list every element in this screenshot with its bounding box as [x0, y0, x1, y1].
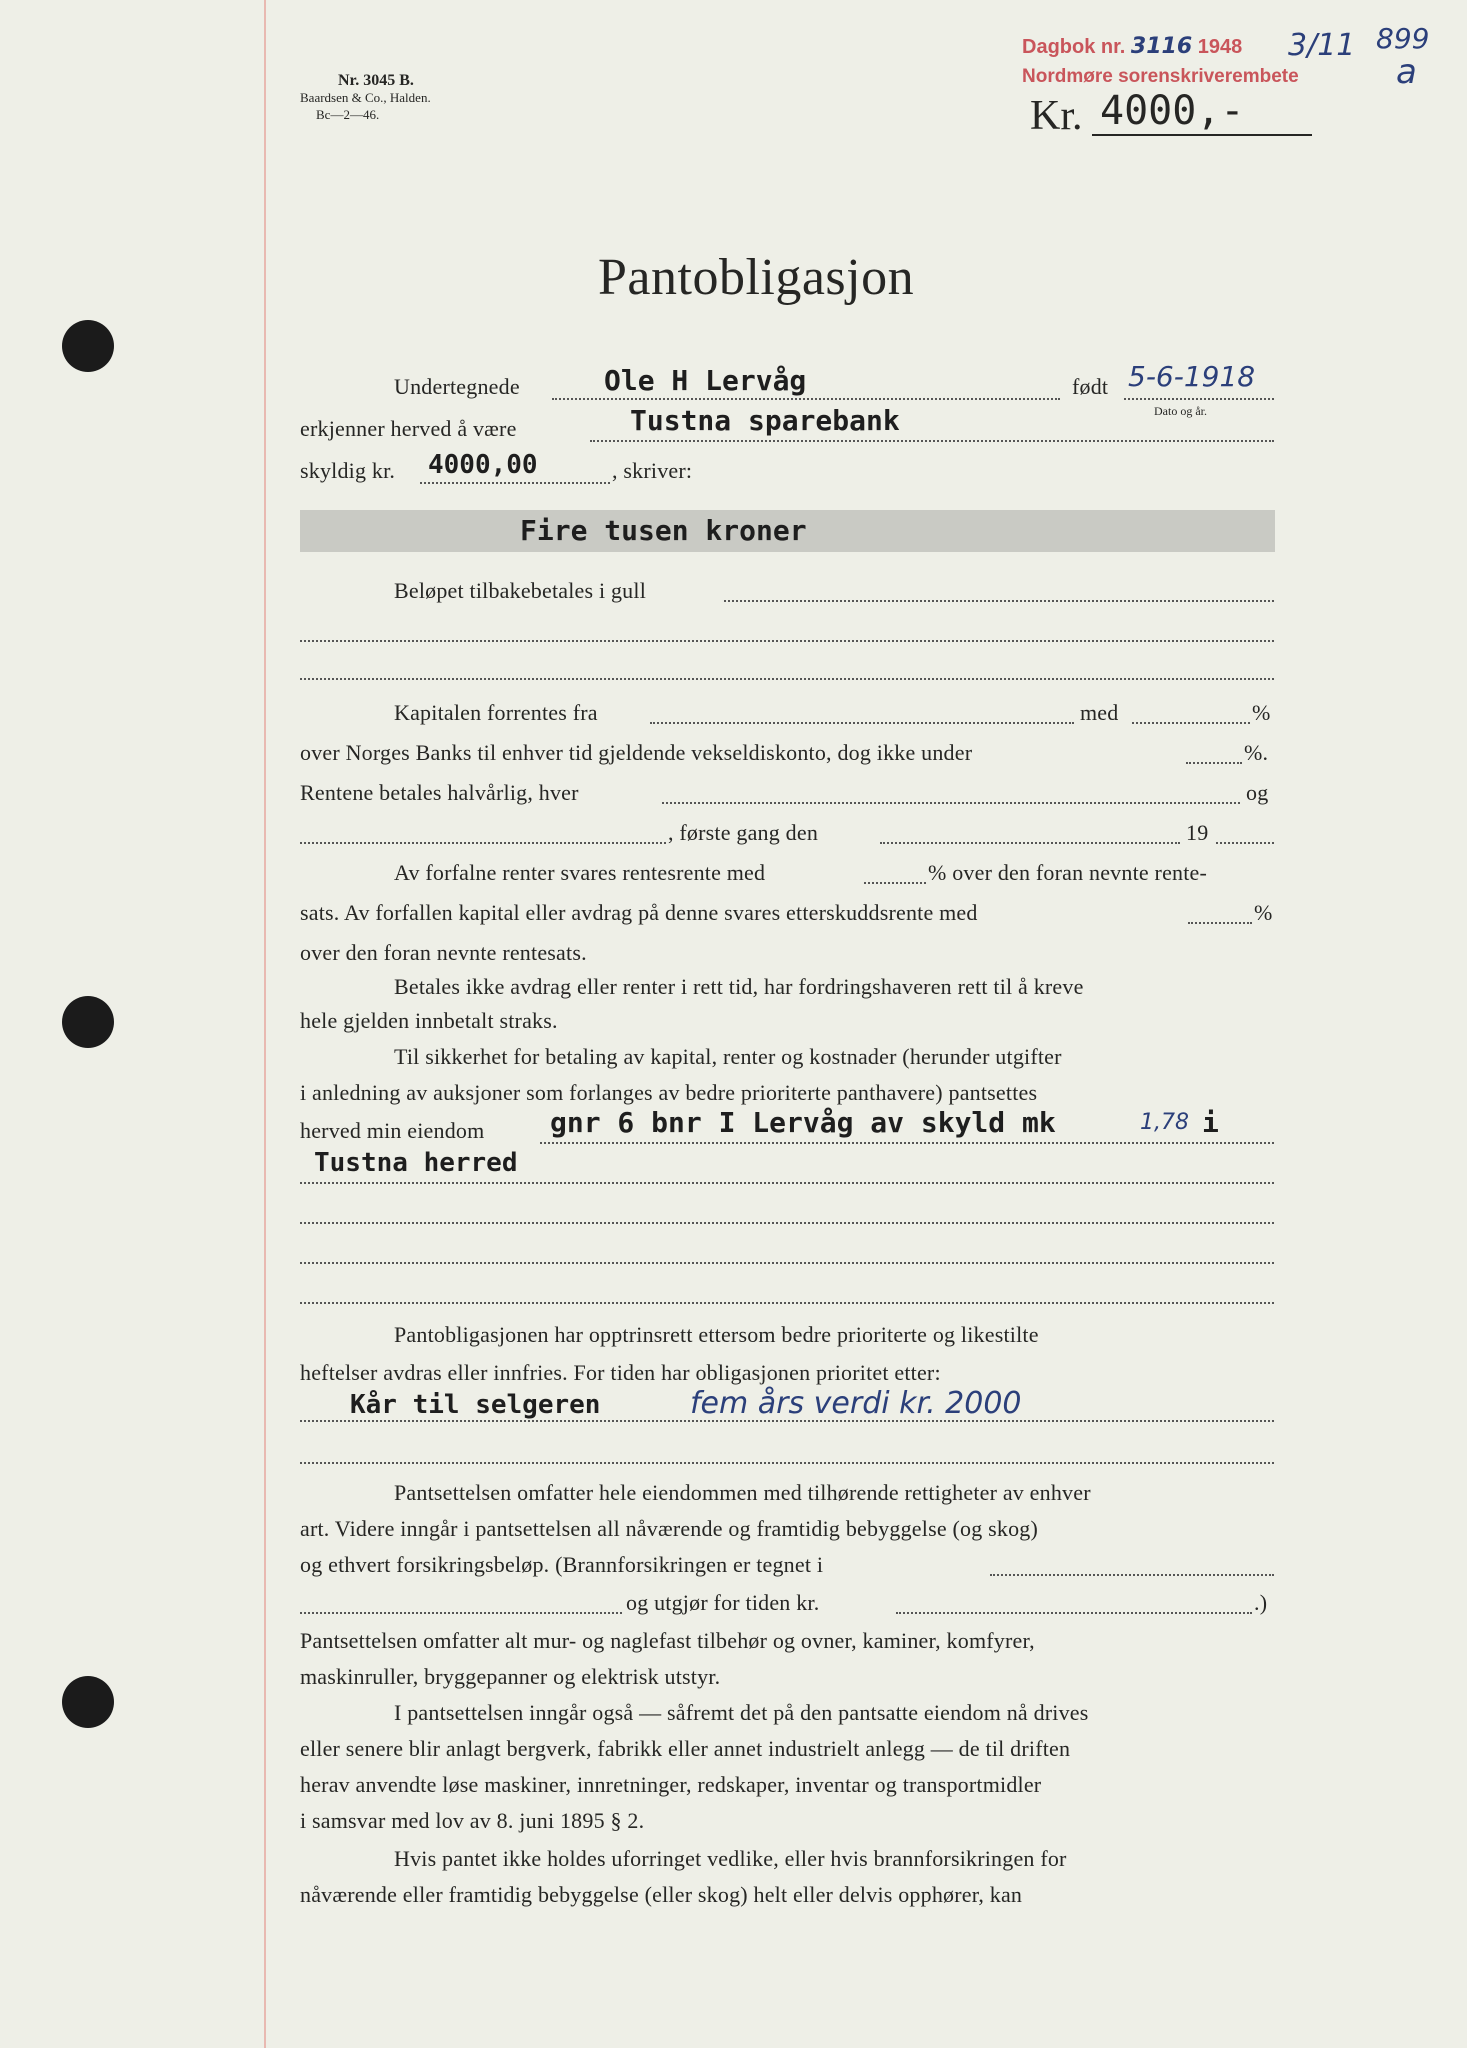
dotted-line: [300, 1222, 1274, 1224]
dotted-line: [300, 1612, 622, 1614]
dotted-line: [1186, 762, 1242, 764]
percent-dot: %.: [1244, 740, 1269, 765]
compound-interest-1: Av forfalne renter svares rentesrente med: [394, 860, 766, 885]
amount-label: Kr.: [1030, 93, 1083, 139]
industry-clause-3: herav anvendte løse maskiner, innretninger, redskaper, inventar og transportmidler: [300, 1772, 1042, 1797]
punch-hole-bottom: [62, 1676, 114, 1728]
property-description: gnr 6 bnr I Lervåg av skyld mk: [550, 1106, 1056, 1139]
property-value: 1,78: [1140, 1110, 1189, 1135]
amount-underline: [1092, 134, 1312, 136]
form-number: Nr. 3045 B.: [338, 72, 414, 89]
debt-amount: 4000,00: [428, 450, 538, 480]
dotted-line: [724, 600, 1274, 602]
dotted-line: [300, 1302, 1274, 1304]
punch-hole-top: [62, 320, 114, 372]
priority-typed: Kår til selgeren: [350, 1390, 601, 1420]
date-hint: Dato og år.: [1154, 404, 1207, 418]
margin-rule: [264, 0, 266, 2048]
compound-interest-2: sats. Av forfallen kapital eller avdrag på denne svares etterskuddsrente med: [300, 900, 978, 925]
default-clause-1: Betales ikke avdrag eller renter i rett tid, har fordringshaveren rett til å kreve: [394, 974, 1084, 999]
punch-hole-middle: [62, 996, 114, 1048]
security-clause-1: Til sikkerhet for betaling av kapital, renter og kostnader (herunder utgifter: [394, 1044, 1062, 1069]
industry-clause-4: i samsvar med lov av 8. juni 1895 § 2.: [300, 1808, 645, 1833]
compound-interest-1b: % over den foran nevnte rente-: [928, 860, 1208, 885]
upkeep-clause-1: Hvis pantet ikke holdes uforringet vedlike, eller hvis brannforsikringen for: [394, 1846, 1067, 1871]
scope-clause-3: og ethvert forsikringsbeløp. (Brannforsikringen er tegnet i: [300, 1552, 824, 1577]
dotted-line: [420, 482, 610, 484]
property-i: i: [1202, 1106, 1219, 1139]
print-code: Bc—2—46.: [316, 107, 380, 122]
dotted-line: [590, 440, 1274, 442]
dagbok-label: Dagbok nr.: [1022, 36, 1126, 58]
dotted-line: [300, 640, 1274, 642]
debt-label: skyldig kr.: [300, 458, 396, 483]
dotted-line: [880, 842, 1180, 844]
default-clause-2: hele gjelden innbetalt straks.: [300, 1008, 558, 1033]
stamp-year: 1948: [1197, 36, 1243, 58]
first-time-label: , første gang den: [668, 820, 819, 845]
date-handwritten: 3/11: [1288, 28, 1356, 63]
amount-in-words: Fire tusen kroner: [520, 514, 807, 547]
creditor-label: erkjenner herved å være: [300, 416, 517, 441]
dotted-line: [1216, 842, 1274, 844]
scope-clause-4: og utgjør for tiden kr.: [626, 1590, 820, 1615]
amount-value: 4000,-: [1100, 88, 1245, 134]
interest-from-label: Kapitalen forrentes fra: [394, 700, 598, 725]
dotted-line: [864, 882, 926, 884]
page-number-handwritten: 899: [1376, 22, 1430, 55]
office-stamp: Nordmøre sorenskriverembete: [1022, 66, 1299, 87]
priority-handwritten: fem års verdi kr. 2000: [690, 1386, 1022, 1421]
dotted-line: [662, 802, 1240, 804]
security-clause-3: herved min eiendom: [300, 1118, 485, 1143]
dagbok-stamp: [1022, 34, 1242, 59]
dotted-line: [540, 1142, 1274, 1144]
debtor-label: Undertegnede: [394, 374, 520, 399]
printer-info: [300, 72, 431, 123]
born-date: 5-6-1918: [1128, 360, 1256, 393]
priority-clause-1: Pantobligasjonen har opptrinsrett ettersom bedre prioriterte og likestilte: [394, 1322, 1039, 1347]
dotted-line: [1132, 722, 1250, 724]
industry-clause-1: I pantsettelsen inngår også — såfremt det på den pantsatte eiendom nå drives: [394, 1700, 1089, 1725]
document-title: Pantobligasjon: [598, 249, 915, 306]
year-19: 19: [1186, 820, 1209, 845]
dotted-line: [1124, 398, 1274, 400]
publisher: Baardsen & Co., Halden.: [300, 90, 431, 105]
halfyear-label: Rentene betales halvårlig, hver: [300, 780, 579, 805]
fixtures-clause-1: Pantsettelsen omfatter alt mur- og naglefast tilbehør og ovner, kaminer, komfyrer,: [300, 1628, 1035, 1653]
dotted-line: [300, 678, 1274, 680]
and-label: og: [1246, 780, 1269, 805]
upkeep-clause-2: nåværende eller framtidig bebyggelse (eller skog) helt eller delvis opphører, kan: [300, 1882, 1023, 1907]
with-label: med: [1080, 700, 1119, 725]
percent-sign-2: %: [1254, 900, 1273, 925]
dagbok-number: 3116: [1130, 34, 1193, 59]
dotted-line: [650, 722, 1074, 724]
dotted-line: [300, 1462, 1274, 1464]
dotted-line: [552, 398, 1060, 400]
debtor-name: Ole H Lervåg: [604, 364, 807, 397]
dotted-line: [300, 842, 666, 844]
dotted-line: [300, 1262, 1274, 1264]
born-label: født: [1072, 374, 1109, 399]
page-letter-handwritten: a: [1396, 52, 1417, 92]
dotted-line: [990, 1574, 1274, 1576]
scope-clause-4-end: .): [1254, 1590, 1268, 1615]
percent-sign: %: [1252, 700, 1271, 725]
security-clause-2: i anledning av auksjoner som forlanges av bedre prioriterte panthavere) pantsettes: [300, 1080, 1038, 1105]
gold-clause: Beløpet tilbakebetales i gull: [394, 578, 647, 603]
compound-interest-3: over den foran nevnte rentesats.: [300, 940, 587, 965]
priority-clause-2: heftelser avdras eller innfries. For tiden har obligasjonen prioritet etter:: [300, 1360, 941, 1385]
dotted-line: [896, 1612, 1252, 1614]
norges-bank-clause: over Norges Banks til enhver tid gjeldende vekseldiskonto, dog ikke under: [300, 740, 973, 765]
scope-clause-2: art. Videre inngår i pantsettelsen all nåværende og framtidig bebyggelse (og skog): [300, 1516, 1039, 1541]
property-municipality: Tustna herred: [314, 1148, 518, 1178]
dotted-line: [1188, 922, 1252, 924]
fixtures-clause-2: maskinruller, bryggepanner og elektrisk utstyr.: [300, 1664, 721, 1689]
scope-clause-1: Pantsettelsen omfatter hele eiendommen med tilhørende rettigheter av enhver: [394, 1480, 1091, 1505]
industry-clause-2: eller senere blir anlagt bergverk, fabrikk eller annet industrielt anlegg — de til driften: [300, 1736, 1071, 1761]
dotted-line: [300, 1182, 1274, 1184]
creditor-name: Tustna sparebank: [630, 404, 900, 437]
writes-label: , skriver:: [612, 458, 693, 483]
